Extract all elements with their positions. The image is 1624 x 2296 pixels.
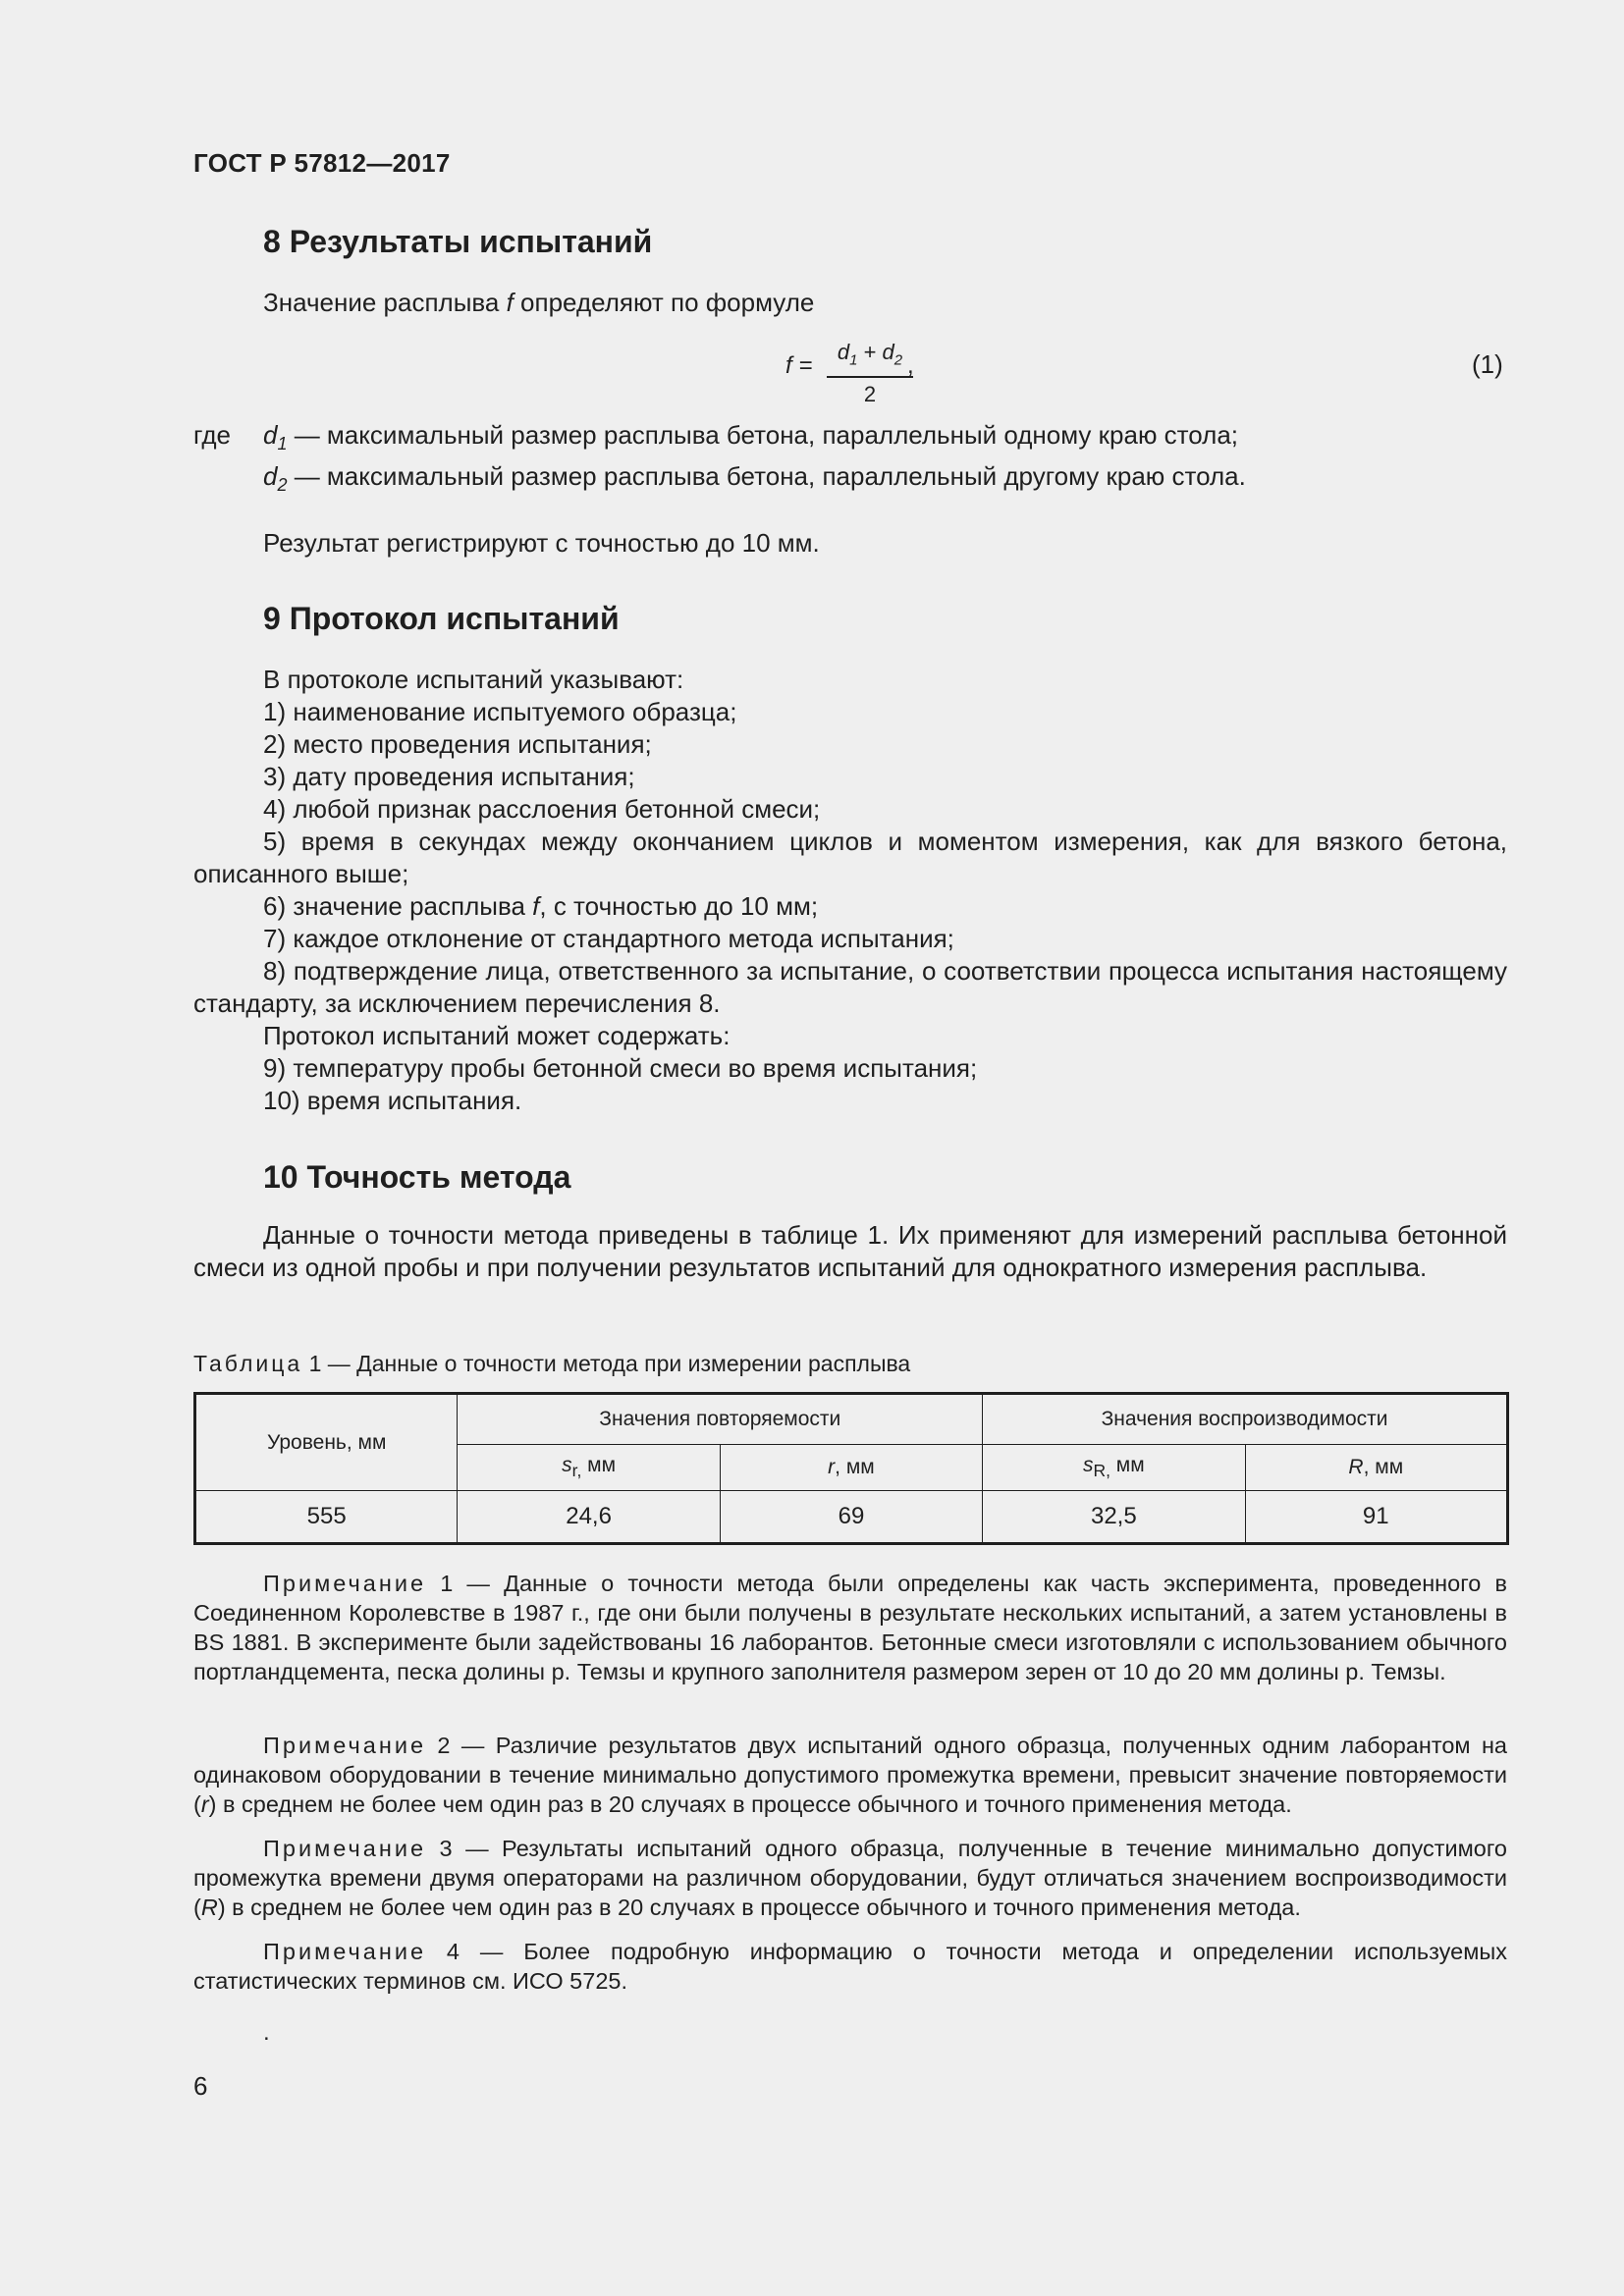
formula-fraction <box>827 339 913 409</box>
table-caption: Таблица 1 — Данные о точности метода при измерении расплыва <box>193 1351 911 1376</box>
note-3: Примечание 3 — Результаты испытаний одного образца, полученные в течение минимально допустимого промежутка времени двумя операторами на различном оборудовании, будут отличаться значением воспроизводимости (R) в среднем не более чем один раз в 20 случаях в процессе обычного и точного применения метода. <box>193 1836 1507 1920</box>
cell-R: 91 <box>1245 1491 1507 1544</box>
header-sR: $s_{R,}$ мм <box>983 1445 1245 1491</box>
cell-sr: 24,6 <box>458 1491 720 1544</box>
header-level: Уровень, мм <box>195 1394 458 1491</box>
protocol-item-2: 2) место проведения испытания; <box>263 729 652 759</box>
cell-sR: 32,5 <box>983 1491 1245 1544</box>
header-R: R, мм <box>1245 1445 1507 1491</box>
section-10-paragraph: Данные о точности метода приведены в таблице 1. Их применяют для измерений расплыва бетонной смеси из одной пробы и при получении результатов испытаний для однократного измерения расплыва. <box>193 1220 1507 1282</box>
where-label: где <box>193 420 231 450</box>
fraction-bar <box>827 376 913 378</box>
protocol-item-9: 9) температуру пробы бетонной смеси во время испытания; <box>263 1053 978 1083</box>
header-sr: $s_{r,}$ мм <box>458 1445 720 1491</box>
protocol-item-6: 6) значение расплыва f, с точностью до 10 мм; <box>263 891 819 921</box>
stray-dot: . <box>263 2019 270 2046</box>
protocol-item-3: 3) дату проведения испытания; <box>263 762 635 791</box>
precision-table <box>193 1392 1509 1545</box>
result-precision: Результат регистрируют с точностью до 10 мм. <box>263 528 820 558</box>
formula-numerator: $d_1 + d_2$ <box>837 340 903 369</box>
header-repeatability: Значения повторяемости <box>458 1394 983 1445</box>
formula-lhs: f = <box>785 352 813 379</box>
cell-level: 555 <box>195 1491 458 1544</box>
note-4: Примечание 4 — Более подробную информацию о точности метода и определении используемых статистических терминов см. ИСО 5725. <box>193 1939 1507 1994</box>
protocol-item-4: 4) любой признак расслоения бетонной смеси; <box>263 794 821 824</box>
formula-denominator: 2 <box>863 381 877 406</box>
formula-number: (1) <box>1472 349 1503 379</box>
header-r: r, мм <box>720 1445 982 1491</box>
section-8-heading: 8 Результаты испытаний <box>263 224 653 259</box>
definition-d2: $d_2$ — максимальный размер расплыва бетона, параллельный другому краю стола. <box>263 461 1246 496</box>
definition-d1: $d_1$ — максимальный размер расплыва бетона, параллельный одному краю стола; <box>263 420 1239 454</box>
header-reproducibility: Значения воспроизводимости <box>983 1394 1508 1445</box>
table-row <box>195 1491 1508 1544</box>
protocol-item-5: 5) время в секундах между окончанием циклов и моментом измерения, как для вязкого бетона, описанного выше; <box>193 827 1507 888</box>
section-10-heading: 10 Точность метода <box>263 1159 571 1195</box>
note-2: Примечание 2 — Различие результатов двух испытаний одного образца, полученных одним лаборантом на одинаковом оборудовании в течение минимально допустимого промежутка времени, превысит значение повторяемости (r) в среднем не более чем один раз в 20 случаях в процессе обычного и точного применения метода. <box>193 1733 1507 1817</box>
table-header-row <box>195 1394 1508 1445</box>
section-9-heading: 9 Протокол испытаний <box>263 601 620 636</box>
protocol-lead-2: Протокол испытаний может содержать: <box>263 1021 731 1050</box>
protocol-item-7: 7) каждое отклонение от стандартного метода испытания; <box>263 924 954 953</box>
page-number: 6 <box>193 2071 208 2101</box>
protocol-item-8: 8) подтверждение лица, ответственного за испытание, о соответствии процесса испытания настоящему стандарту, за исключением перечисления 8. <box>193 956 1507 1018</box>
protocol-item-10: 10) время испытания. <box>263 1086 522 1115</box>
note-1: Примечание 1 — Данные о точности метода были определены как часть эксперимента, проведенного в Соединенном Королевстве в 1987 г., где они были получены в результате нескольких испытаний, а затем установлены в BS 1881. В эксперименте были задействованы 16 лаборантов. Бетонные смеси изготовляли с использованием обычного портландцемента, песка долины р. Темзы и крупного заполнителя размером зерен от 10 до 20 мм долины р. Темзы. <box>193 1571 1507 1684</box>
cell-r: 69 <box>720 1491 982 1544</box>
protocol-item-1: 1) наименование испытуемого образца; <box>263 697 737 726</box>
protocol-lead: В протоколе испытаний указывают: <box>263 665 684 694</box>
formula-comma: , <box>907 352 914 379</box>
section-8-intro: Значение расплыва f определяют по формуле <box>263 288 815 317</box>
standard-designation: ГОСТ Р 57812—2017 <box>193 148 451 178</box>
